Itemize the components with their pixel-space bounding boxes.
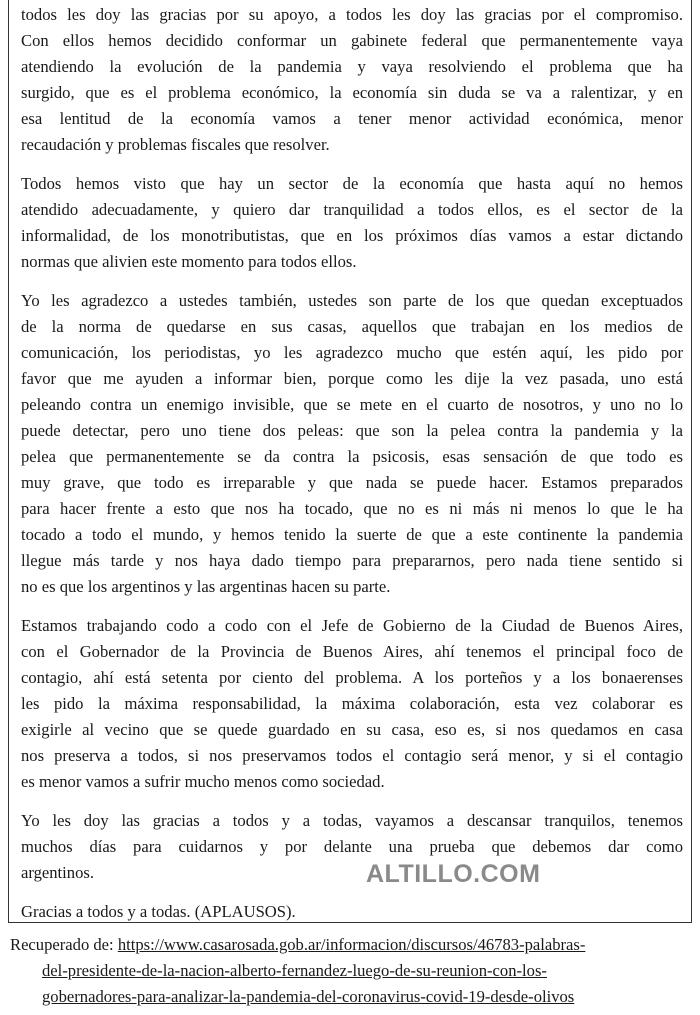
- text-line: nos preserva a todos, si nos preservamos todos el contagio será menor, y si el contagio: [21, 746, 683, 765]
- text-line: Todos hemos visto que hay un sector de la economía que hasta aquí no hemos: [21, 174, 683, 193]
- text-line: pelea que permanentemente se da contra la psicosis, esas sensación de que todo es: [21, 447, 683, 466]
- text-line: todos les doy las gracias por su apoyo, a todos les doy las gracias por el compromiso.: [21, 5, 683, 24]
- text-line: peleando contra un enemigo invisible, que se mete en el cuarto de nosotros, y uno no lo: [21, 395, 683, 414]
- paragraph: [21, 288, 683, 600]
- text-line: normas que alivien este momento para todos ellos.: [21, 252, 357, 271]
- text-line: exigirle al vecino que se quede guardado en su casa, eso es, si nos quedamos en casa: [21, 720, 683, 739]
- watermark-logo: ALTILLO.COM: [366, 860, 541, 888]
- text-line: no es que los argentinos y las argentinas hacen su parte.: [21, 577, 391, 596]
- citation-line-3: [10, 984, 695, 1010]
- speech-content: [21, 2, 683, 938]
- text-line: surgido, que es el problema económico, la economía sin duda se va a ralentizar, y en: [21, 83, 683, 102]
- text-line: llegue más tarde y nos haya dado tiempo para prepararnos, pero nada tiene sentido si: [21, 551, 683, 570]
- text-line: Yo les agradezco a ustedes también, ustedes son parte de los que quedan exceptuados: [21, 291, 683, 310]
- text-line: informalidad, de los monotributistas, que en los próximos días vamos a estar dictando: [21, 226, 683, 245]
- paragraph: [21, 613, 683, 795]
- text-line: esa lentitud de la economía vamos a tener menor actividad económica, menor: [21, 109, 683, 128]
- text-line: es menor vamos a sufrir mucho menos como sociedad.: [21, 772, 385, 791]
- text-line: contagio, ahí está setenta por ciento del problema. A los porteños y a los bonaerenses: [21, 668, 683, 687]
- paragraph: [21, 899, 683, 925]
- text-line: Yo les doy las gracias a todos y a todas, vayamos a descansar tranquilos, tenemos: [21, 811, 683, 830]
- text-line: tocado a todo el mundo, y hemos tenido la suerte de que a este continente la pandemia: [21, 525, 683, 544]
- text-line: atendido adecuadamente, y quiero dar tranquilidad a todos ellos, es el sector de la: [21, 200, 683, 219]
- text-line: Con ellos hemos decidido conformar un gabinete federal que permanentemente vaya: [21, 31, 683, 50]
- source-link-part-1[interactable]: https://www.casarosada.gob.ar/informacion/discursos/46783-palabras-: [117, 935, 586, 954]
- text-line: argentinos.: [21, 863, 94, 882]
- text-line: atendiendo la evolución de la pandemia y vaya resolviendo el problema que ha: [21, 57, 683, 76]
- text-line: con el Gobernador de la Provincia de Buenos Aires, ahí tenemos el principal foco de: [21, 642, 683, 661]
- source-citation: [10, 932, 695, 1010]
- source-link-part-2[interactable]: del-presidente-de-la-nacion-alberto-fernandez-luego-de-su-reunion-con-los-: [42, 961, 547, 980]
- paragraph: [21, 2, 683, 158]
- paragraph: [21, 808, 683, 886]
- text-line: de la norma de quedarse en sus casas, aquellos que trabajan en los medios de: [21, 317, 683, 336]
- source-link-part-3[interactable]: gobernadores-para-analizar-la-pandemia-del-coronavirus-covid-19-desde-olivos: [42, 987, 575, 1006]
- text-line: muy grave, que todo es irreparable y que nada se puede hacer. Estamos preparados: [21, 473, 683, 492]
- text-line: comunicación, los periodistas, yo les agradezco mucho que estén aquí, les pido por: [21, 343, 683, 362]
- citation-label: Recuperado de:: [10, 935, 114, 954]
- text-line: recaudación y problemas fiscales que resolver.: [21, 135, 330, 154]
- paragraph: [21, 171, 683, 275]
- text-line: para hacer frente a esto que nos ha tocado, que no es ni más ni menos lo que le ha: [21, 499, 683, 518]
- text-line: puede detectar, pero uno tiene dos peleas: que son la pelea contra la pandemia y la: [21, 421, 683, 440]
- text-line: les pido la máxima responsabilidad, la máxima colaboración, esta vez colaborar es: [21, 694, 683, 713]
- speech-text-box: [8, 0, 692, 923]
- text-line: Estamos trabajando codo a codo con el Jefe de Gobierno de la Ciudad de Buenos Aires,: [21, 616, 683, 635]
- text-line: Gracias a todos y a todas. (APLAUSOS).: [21, 902, 296, 921]
- text-line: favor que me ayuden a informar bien, porque como les dije la vez pasada, uno está: [21, 369, 683, 388]
- citation-line-1: [10, 932, 695, 958]
- text-line: muchos días para cuidarnos y por delante una prueba que debemos dar como: [21, 837, 683, 856]
- citation-line-2: [10, 958, 695, 984]
